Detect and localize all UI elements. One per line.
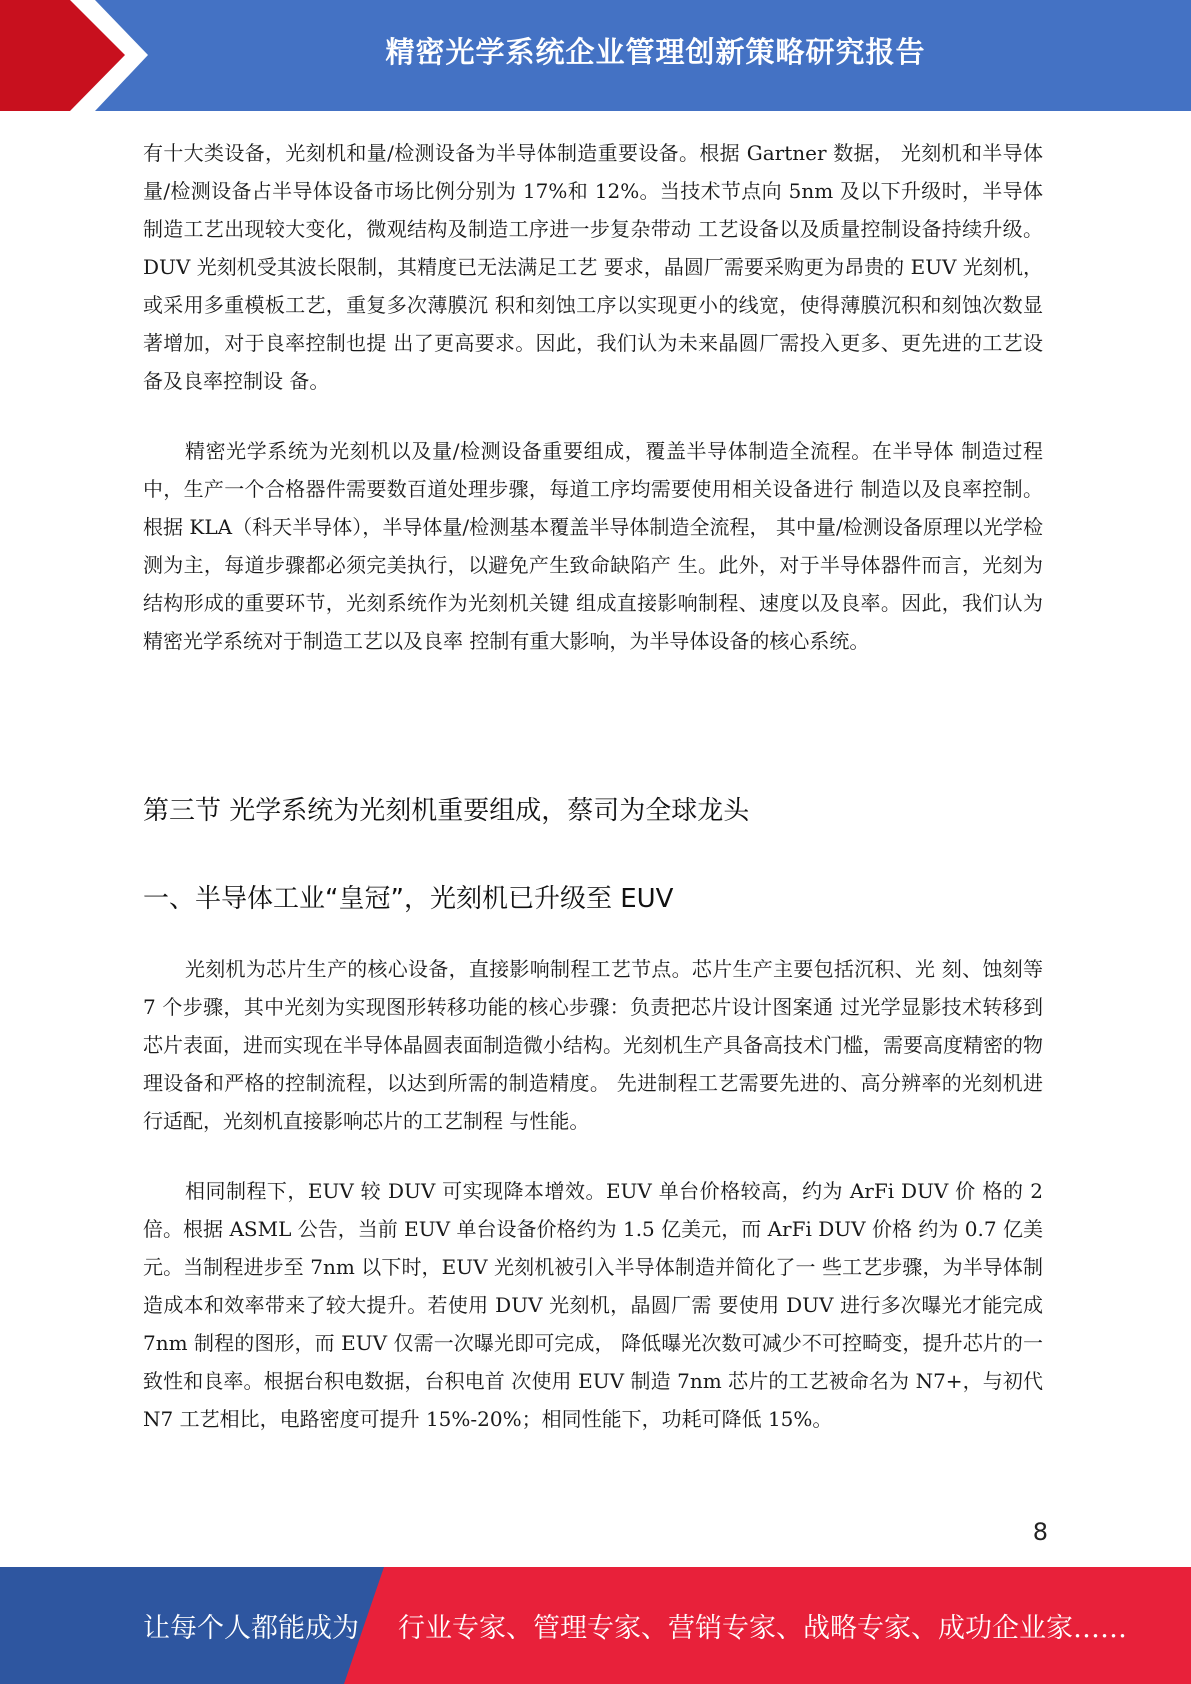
page-footer: [0, 1567, 1191, 1684]
page-number: 8: [1032, 1518, 1048, 1546]
paragraph-4: 相同制程下，EUV 较 DUV 可实现降本增效。EUV 单台价格较高，约为 ArFi DUV 价 格的 2 倍。根据 ASML 公告，当前 EUV 单台设备价格约为 1.5 亿美元，而 ArFi DUV 价格 约为 0.7 亿美元。当制程进步至 7nm 以下时，EUV 光刻机被引入半导体制造并简化了一 些工艺步骤，为半导体制造成本和效率带来了较大提升。若使用 DUV 光刻机，晶圆厂需 要使用 DUV 进行多次曝光才能完成 7nm 制程的图形，而 EUV 仅需一次曝光即可完成， 降低曝光次数可减少不可控畸变，提升芯片的一致性和良率。根据台积电数据，台积电首 次使用 EUV 制造 7nm 芯片的工艺被命名为 N7+，与初代 N7 工艺相比，电路密度可提升 15%-20%；相同性能下，功耗可降低 15%。: [143, 1179, 1043, 1431]
footer-slogan-left: 让每个人都能成为: [143, 1613, 359, 1644]
sub-heading: 一、半导体工业“皇冠”，光刻机已升级至 EUV: [143, 884, 674, 914]
footer-slogan-right: 行业专家、管理专家、营销专家、战略专家、成功企业家……: [398, 1613, 1127, 1644]
paragraph-2: 精密光学系统为光刻机以及量/检测设备重要组成，覆盖半导体制造全流程。在半导体 制造过程中，生产一个合格器件需要数百道处理步骤，每道工序均需要使用相关设备进行 制造以及良率控制。根据 KLA（科天半导体），半导体量/检测基本覆盖半导体制造全流程， 其中量/检测设备原理以光学检测为主，每道步骤都必须完美执行，以避免产生致命缺陷产 生。此外，对于半导体器件而言，光刻为结构形成的重要环节，光刻系统作为光刻机关键 组成直接影响制程、速度以及良率。因此，我们认为精密光学系统对于制造工艺以及良率 控制有重大影响，为半导体设备的核心系统。: [143, 439, 1043, 653]
paragraph-1: 有十大类设备，光刻机和量/检测设备为半导体制造重要设备。根据 Gartner 数据， 光刻机和半导体量/检测设备占半导体设备市场比例分别为 17%和 12%。当技术节点向 5nm 及以下升级时，半导体制造工艺出现较大变化，微观结构及制造工序进一步复杂带动 工艺设备以及质量控制设备持续升级。DUV 光刻机受其波长限制，其精度已无法满足工艺 要求，晶圆厂需要采购更为昂贵的 EUV 光刻机，或采用多重模板工艺，重复多次薄膜沉 积和刻蚀工序以实现更小的线宽，使得薄膜沉积和刻蚀次数显著增加，对于良率控制也提 出了更高要求。因此，我们认为未来晶圆厂需投入更多、更先进的工艺设备及良率控制设 备。: [143, 141, 1043, 393]
paragraph-3: 光刻机为芯片生产的核心设备，直接影响制程工艺节点。芯片生产主要包括沉积、光 刻、蚀刻等 7 个步骤，其中光刻为实现图形转移功能的核心步骤：负责把芯片设计图案通 过光学显影技术转移到芯片表面，进而实现在半导体晶圆表面制造微小结构。光刻机生产具备高技术门槛，需要高度精密的物理设备和严格的控制流程，以达到所需的制造精度。 先进制程工艺需要先进的、高分辨率的光刻机进行适配，光刻机直接影响芯片的工艺制程 与性能。: [143, 957, 1043, 1133]
section-heading: 第三节 光学系统为光刻机重要组成，蔡司为全球龙头: [143, 796, 750, 826]
report-title: 精密光学系统企业管理创新策略研究报告: [385, 34, 926, 69]
page-header: [0, 0, 1191, 111]
